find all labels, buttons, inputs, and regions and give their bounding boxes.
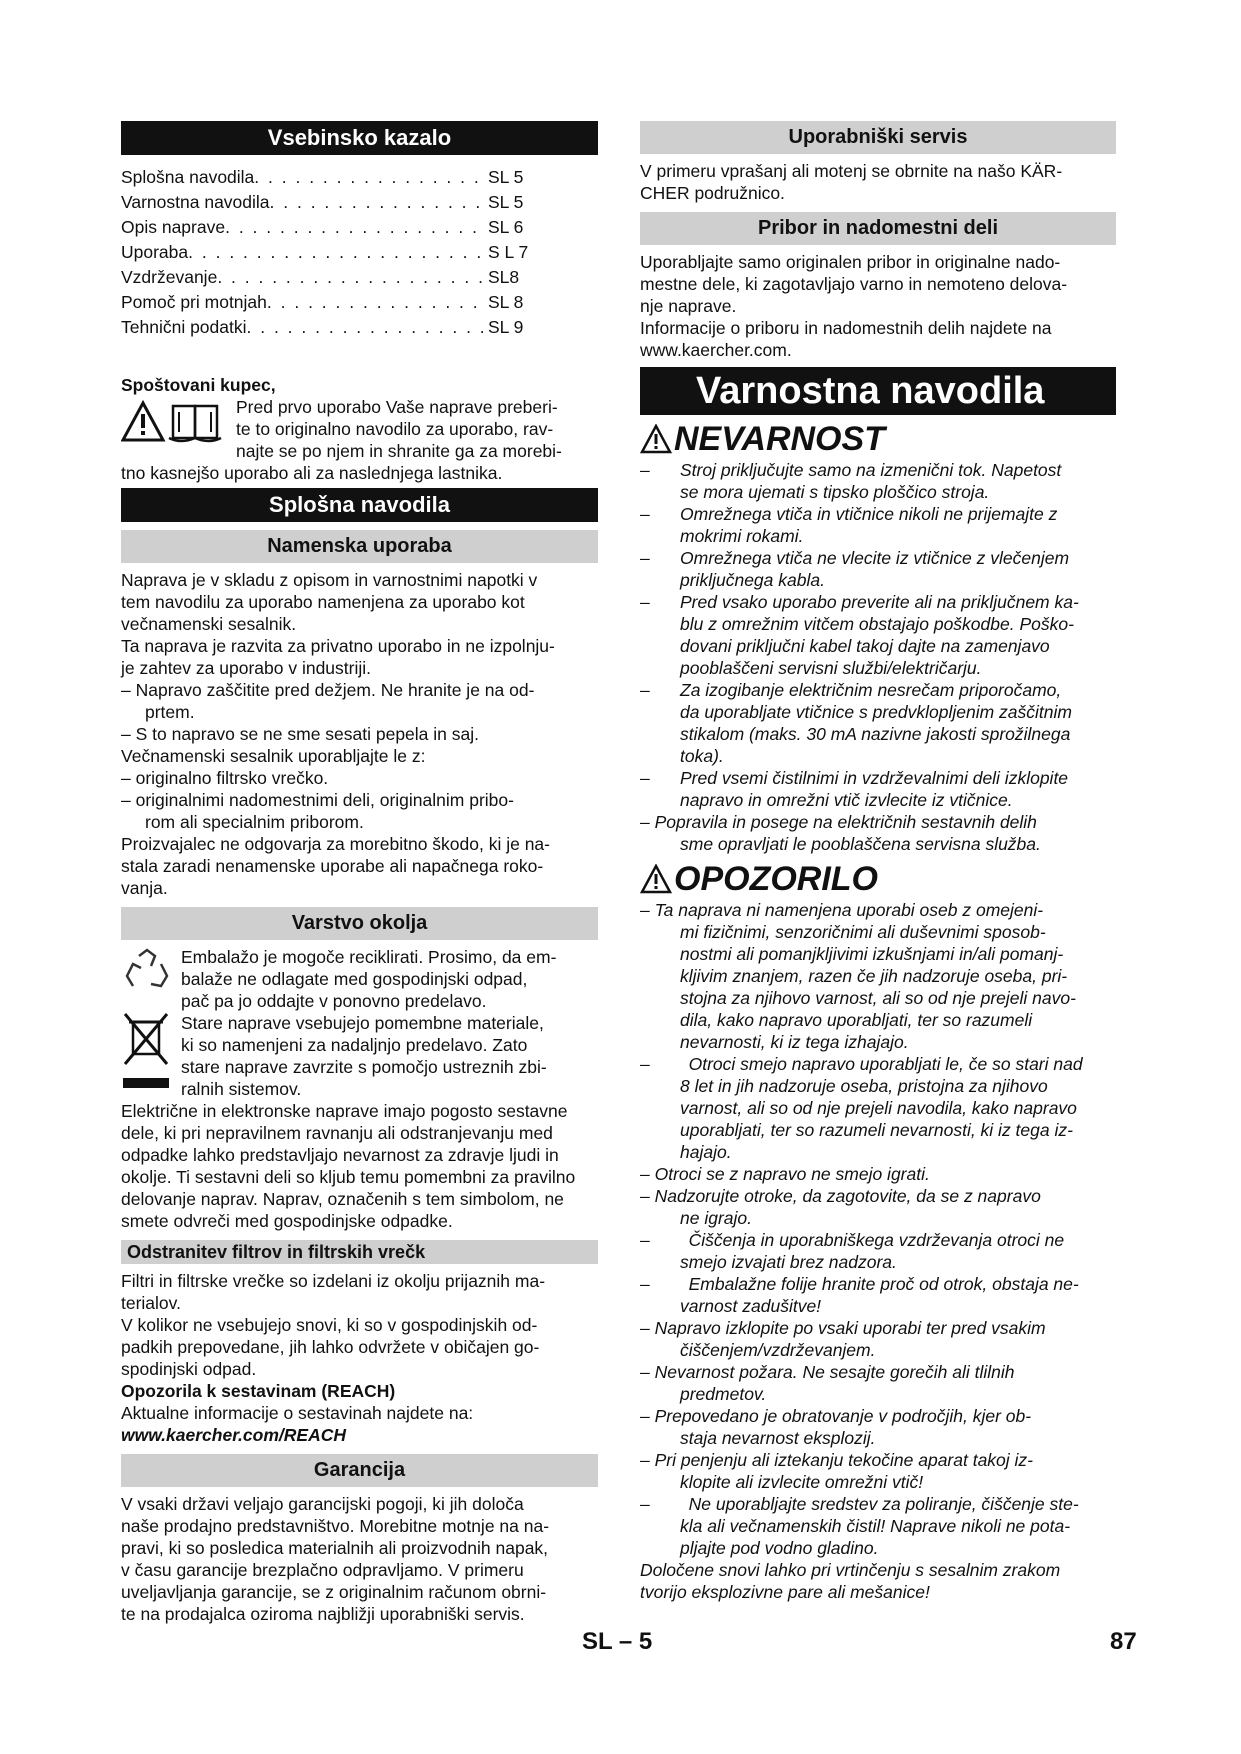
intro-icons <box>121 396 236 462</box>
warning-list <box>640 899 1116 1603</box>
text-line: naše prodajno predstavništvo. Morebitne motnje na na- <box>121 1516 550 1536</box>
text-line: kljivim znanjem, razen če jih nadzoruje oseba, pri- <box>680 966 1068 986</box>
text-line: – Otroci se z napravo ne smejo igrati. <box>640 1164 930 1184</box>
text-line: V primeru vprašanj ali motenj se obrnite na našo KÄR- <box>640 161 1063 181</box>
text-line: – Čiščenja in uporabniškega vzdrževanja otroci ne <box>640 1230 1065 1250</box>
list-dash: – <box>640 680 650 700</box>
toc-entry-title: Opis naprave <box>121 217 226 237</box>
table-of-contents <box>121 165 598 340</box>
text-line: – Ne uporabljajte sredstev za poliranje, čiščenje ste- <box>640 1494 1079 1514</box>
text-line: – Ta naprava ni namenjena uporabi oseb z omejeni- <box>640 900 1044 920</box>
toc-entry-title: Vzdrževanje <box>121 267 218 287</box>
danger-extra <box>640 811 1116 855</box>
text-line: Električne in elektronske naprave imajo pogosto sestavne <box>121 1101 568 1121</box>
intended-use-title: Namenska uporaba <box>121 530 598 563</box>
warning-item <box>640 899 1116 1053</box>
environment-title: Varstvo okolja <box>121 907 598 940</box>
text-line: mestne dele, ki zagotavljajo varno in nemoteno delova- <box>640 274 1068 294</box>
list-dash: – <box>640 504 650 524</box>
text-line: tem navodilu za uporabo namenjena za uporabo kot <box>121 592 525 612</box>
general-title: Splošna navodila <box>121 488 598 522</box>
warning-item <box>640 1273 1116 1317</box>
warning-item <box>640 1361 1116 1405</box>
text-line: padkih prepovedane, jih lahko odvržete v običajen go- <box>121 1337 540 1357</box>
text-line: Omrežnega vtiča in vtičnice nikoli ne prijemajte z <box>680 504 1058 524</box>
toc-entry-title: Splošna navodila <box>121 167 255 187</box>
text-line: terialov. <box>121 1293 181 1313</box>
text-line: nevarnosti, ki iz tega izhajajo. <box>680 1032 909 1052</box>
toc-entry-title: Tehnični podatki <box>121 317 247 337</box>
text-line: Stare naprave vsebujejo pomembne materiale, <box>181 1013 544 1033</box>
right-column <box>640 121 1116 1603</box>
parts-title: Pribor in nadomestni deli <box>640 212 1116 245</box>
recycle-text <box>181 946 598 1012</box>
text-line: Za izogibanje električnim nesrečam priporočamo, <box>680 680 1062 700</box>
text-line: – Embalažne folije hranite proč od otrok, obstaja ne- <box>640 1274 1079 1294</box>
text-line: CHER podružnico. <box>640 183 785 203</box>
text-line: – Otroci smejo napravo uporabljati le, če so stari nad <box>640 1054 1083 1074</box>
toc-row[interactable] <box>121 290 598 315</box>
warning-heading <box>640 859 1116 899</box>
list-dash: – <box>640 768 650 788</box>
text-line: priključnega kabla. <box>680 570 825 590</box>
toc-leader <box>267 290 484 315</box>
warning-item <box>640 1449 1116 1493</box>
text-line: varnost, ali so od nje prejeli navodila, kako napravo <box>680 1098 1077 1118</box>
text-line: balaže ne odlagate med gospodinjski odpad, <box>181 969 528 989</box>
text-line: varnost zadušitve! <box>680 1296 822 1316</box>
toc-leader <box>254 165 484 190</box>
intro-heading: Spoštovani kupec, <box>121 375 276 395</box>
text-line: prtem. <box>145 702 195 722</box>
toc-leader <box>270 190 484 215</box>
text-line: da uporabljate vtičnice s predvklopljenim zaščitnim <box>680 702 1072 722</box>
text-line: se mora ujemati s tipsko ploščico stroja. <box>680 482 990 502</box>
warning-item <box>640 1185 1116 1229</box>
text-line: Proizvajalec ne odgovarja za morebitno škodo, ki je na- <box>121 834 550 854</box>
text-line: smete odvreči med gospodinjske odpadke. <box>121 1211 453 1231</box>
text-line: okolje. Ti sestavni deli so kljub temu pomembni za pravilno <box>121 1167 576 1187</box>
text-line: Omrežnega vtiča ne vlecite iz vtičnice z vlečenjem <box>680 548 1070 568</box>
intro-line: te to originalno navodilo za uporabo, rav- <box>236 419 554 439</box>
text-line: odpadke lahko predstavljajo nevarnost za zdravje ljudi in <box>121 1145 559 1165</box>
text-line: blu z omrežnim vitčem obstajajo poškodbe. Poško- <box>680 614 1074 634</box>
text-line: mi fizičnimi, senzoričnimi ali duševnimi sposob- <box>680 922 1046 942</box>
text-line: www.kaercher.com. <box>640 340 792 360</box>
text-line: stojna za njihovo varnost, ali so od nje prejeli navo- <box>680 988 1076 1008</box>
text-line: – originalnimi nadomestnimi deli, originalnim pribo- <box>121 790 514 810</box>
text-line: V kolikor ne vsebujejo snovi, ki so v gospodinjskih od- <box>121 1315 538 1335</box>
warning-triangle-icon <box>640 424 672 454</box>
warning-label: OPOZORILO <box>674 860 878 898</box>
text-line: – Nadzorujte otroke, da zagotovite, da se z napravo <box>640 1186 1041 1206</box>
toc-row[interactable] <box>121 315 598 340</box>
text-line: Pred vsemi čistilnimi in vzdrževalnimi deli izklopite <box>680 768 1069 788</box>
text-line: sme opravljati le pooblaščena servisna služba. <box>680 834 1041 854</box>
warning-item <box>640 1405 1116 1449</box>
toc-leader <box>225 215 484 240</box>
text-line: pljajte pod vodno gladino. <box>680 1538 879 1558</box>
text-line: smejo izvajati brez nadzora. <box>680 1252 897 1272</box>
text-line: hajajo. <box>680 1142 732 1162</box>
danger-item <box>640 679 1116 767</box>
toc-entry-page: SL 5 <box>488 167 524 187</box>
reach-link[interactable]: www.kaercher.com/REACH <box>121 1425 346 1445</box>
text-line: v času garancije brezplačno odpravljamo. V primeru <box>121 1560 524 1580</box>
text-line: Večnamenski sesalnik uporabljajte le z: <box>121 746 426 766</box>
list-dash: – <box>640 592 650 612</box>
safety-title: Varnostna navodila <box>640 367 1116 415</box>
text-line: ralnih sistemov. <box>181 1079 302 1099</box>
reach-title: Opozorila k sestavinam (REACH) <box>121 1381 396 1401</box>
toc-title: Vsebinsko kazalo <box>121 121 598 155</box>
danger-item <box>640 547 1116 591</box>
service-title: Uporabniški servis <box>640 121 1116 154</box>
text-line: dovani priključni kabel takoj dajte na zamenjavo <box>680 636 1050 656</box>
text-line: večnamenski sesalnik. <box>121 614 297 634</box>
text-line: stala zaradi nenamenske uporabe ali napačnega roko- <box>121 856 544 876</box>
text-line: pooblaščeni servisni službi/električarju. <box>680 658 982 678</box>
warning-item <box>640 1493 1116 1559</box>
text-line: Ta naprava je razvita za privatno uporabo in ne izpolnju- <box>121 636 555 656</box>
warning-item <box>640 1229 1116 1273</box>
text-line: napravo in omrežni vtič izvlecite iz vtičnice. <box>680 790 1013 810</box>
text-line: – Prepovedano je obratovanje v področjih, kjer ob- <box>640 1406 1032 1426</box>
environment-more-text <box>121 1100 598 1232</box>
text-line: Stroj priključujte samo na izmenični tok. Napetost <box>680 460 1062 480</box>
text-line: uporabljati, ter so razumeli nevarnosti, ki iz tega iz- <box>680 1120 1073 1140</box>
toc-row[interactable] <box>121 215 598 240</box>
text-line: staja nevarnost eksplozij. <box>680 1428 876 1448</box>
text-line: – originalno filtrsko vrečko. <box>121 768 329 788</box>
text-line: nje naprave. <box>640 296 737 316</box>
filter-disposal-title: Odstranitev filtrov in filtrskih vrečk <box>121 1240 598 1264</box>
text-line: nostmi ali pomanjkljivimi izkušnjami in/ali pomanj- <box>680 944 1064 964</box>
text-line: – Popravila in posege na električnih sestavnih delih <box>640 812 1037 832</box>
toc-leader <box>217 265 484 290</box>
toc-entry-page: SL 9 <box>488 317 524 337</box>
list-dash: – <box>640 460 650 480</box>
text-line: stikalom (maks. 30 mA nazivne jakosti sprožilnega <box>680 724 1071 744</box>
warning-item <box>640 1163 1116 1185</box>
text-line: vanja. <box>121 878 168 898</box>
danger-item <box>640 503 1116 547</box>
text-line: Embalažo je mogoče reciklirati. Prosimo, da em- <box>181 947 557 967</box>
text-line: predmetov. <box>680 1384 767 1404</box>
danger-label: NEVARNOST <box>674 420 885 458</box>
text-line: V vsaki državi veljajo garancijski pogoji, ki jih določa <box>121 1494 524 1514</box>
service-text <box>640 160 1116 204</box>
text-line: stare naprave zavrzite s pomočjo ustreznih zbi- <box>181 1057 547 1077</box>
text-line: dele, ki pri nepravilnem ravnanju ali odstranjevanju med <box>121 1123 553 1143</box>
toc-row[interactable] <box>121 190 598 215</box>
danger-item <box>640 459 1116 503</box>
text-line: 8 let in jih nadzoruje oseba, pristojna za njihovo <box>680 1076 1048 1096</box>
text-line: Uporabljajte samo originalen pribor in originalne nado- <box>640 252 1061 272</box>
text-line: spodinjski odpad. <box>121 1359 257 1379</box>
danger-item <box>640 767 1116 811</box>
text-line: kla ali večnamenskih čistil! Naprave nikoli ne pota- <box>680 1516 1071 1536</box>
toc-entry-title: Uporaba <box>121 242 189 262</box>
text-line: – Napravo izklopite po vsaki uporabi ter pred vsakim <box>640 1318 1046 1338</box>
warning-triangle-icon <box>640 864 672 894</box>
warning-item <box>640 1317 1116 1361</box>
text-line: uveljavljanja garancije, se z originalnim računom obrni- <box>121 1582 547 1602</box>
weee-text <box>181 1012 598 1100</box>
footer-page-number: 87 <box>1110 1628 1137 1655</box>
toc-row[interactable] <box>121 265 598 290</box>
warning-item <box>640 1053 1116 1163</box>
intro-line: najte se po njem in shranite ga za morebi- <box>236 441 562 461</box>
danger-heading <box>640 419 1116 459</box>
text-line: je zahtev za uporabo v industriji. <box>121 658 371 678</box>
warning-book-icon <box>121 400 229 444</box>
text-line: te na prodajalca oziroma najbližji uporabniški servis. <box>121 1604 525 1624</box>
toc-leader <box>188 240 484 265</box>
text-line: – Pri penjenju ali iztekanju tekočine aparat takoj iz- <box>640 1450 1033 1470</box>
text-line: delovanje naprav. Naprav, označenih s tem simbolom, ne <box>121 1189 564 1209</box>
toc-entry-page: SL 5 <box>488 192 524 212</box>
text-line: Informacije o priboru in nadomestnih delih najdete na <box>640 318 1052 338</box>
crossed-bin-icon <box>121 1012 173 1092</box>
text-line: pravi, ki so posledica materialnih ali proizvodnih napak, <box>121 1538 549 1558</box>
intro-line: Pred prvo uporabo Vaše naprave preberi- <box>236 397 558 417</box>
text-line: – S to napravo se ne sme sesati pepela in saj. <box>121 724 479 744</box>
recycle-icon <box>121 946 173 998</box>
toc-entry-title: Pomoč pri motnjah <box>121 292 267 312</box>
text-line: ki so namenjeni za nadaljnjo predelavo. Zato <box>181 1035 528 1055</box>
toc-row[interactable] <box>121 240 598 265</box>
toc-entry-page: SL 8 <box>488 292 524 312</box>
filter-disposal-text <box>121 1270 598 1380</box>
text-line: rom ali specialnim priborom. <box>145 812 364 832</box>
text-line: Filtri in filtrske vrečke so izdelani iz okolju prijaznih ma- <box>121 1271 546 1291</box>
text-line: ne igrajo. <box>680 1208 752 1228</box>
text-line: pač pa jo oddajte v ponovno predelavo. <box>181 991 487 1011</box>
danger-item <box>640 591 1116 679</box>
warranty-text <box>121 1493 598 1625</box>
intended-use-text <box>121 569 598 899</box>
text-line: – Napravo zaščitite pred dežjem. Ne hranite je na od- <box>121 680 535 700</box>
toc-entry-page: SL 6 <box>488 217 524 237</box>
toc-entry-title: Varnostna navodila <box>121 192 270 212</box>
left-column <box>121 121 598 1625</box>
toc-entry-page: S L 7 <box>488 242 529 262</box>
text-line: toka). <box>680 746 724 766</box>
text-line: Naprava je v skladu z opisom in varnostnimi napotki v <box>121 570 538 590</box>
text-line: tvorijo eksplozivne pare ali mešanice! <box>640 1582 930 1602</box>
intro-line: tno kasnejšo uporabo ali za naslednjega lastnika. <box>121 463 503 483</box>
toc-leader <box>247 315 485 340</box>
toc-entry-page: SL8 <box>488 267 520 287</box>
text-line: klopite ali izvlecite omrežni vtič! <box>680 1472 924 1492</box>
text-line: mokrimi rokami. <box>680 526 804 546</box>
toc-row[interactable] <box>121 165 598 190</box>
list-dash: – <box>640 548 650 568</box>
text-line: čiščenjem/vzdrževanjem. <box>680 1340 876 1360</box>
text-line: – Nevarnost požara. Ne sesajte gorečih ali tlilnih <box>640 1362 1015 1382</box>
text-line: dila, kako napravo uporabljati, ter so razumeli <box>680 1010 1033 1030</box>
text-line: Pred vsako uporabo preverite ali na priključnem ka- <box>680 592 1079 612</box>
text-line: Določene snovi lahko pri vrtinčenju s sesalnim zrakom <box>640 1560 1061 1580</box>
danger-list <box>640 459 1116 811</box>
footer-section: SL – 5 <box>582 1628 653 1655</box>
parts-text <box>640 251 1116 361</box>
warranty-title: Garancija <box>121 1454 598 1487</box>
warning-item <box>640 1559 1116 1603</box>
reach-text: Aktualne informacije o sestavinah najdete na: <box>121 1403 474 1423</box>
